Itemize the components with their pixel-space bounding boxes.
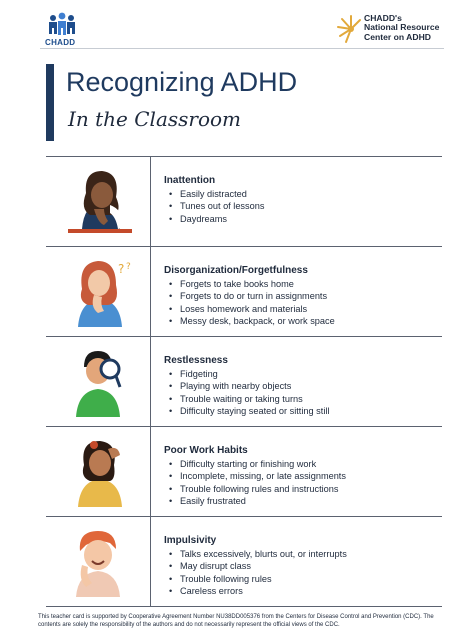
girl-resting-head-illustration bbox=[64, 165, 140, 239]
symptom-list bbox=[164, 548, 440, 597]
symptom-row bbox=[46, 156, 442, 246]
column-divider bbox=[150, 427, 151, 516]
symptom-item: • Messy desk, backpack, or work space bbox=[164, 315, 440, 327]
symptom-row bbox=[46, 516, 442, 607]
column-divider bbox=[150, 247, 151, 336]
symptom-item: • Difficulty starting or finishing work bbox=[164, 458, 440, 470]
symptom-item: • Forgets to do or turn in assignments bbox=[164, 290, 440, 302]
symptom-content bbox=[164, 265, 440, 327]
symptom-item: • May disrupt class bbox=[164, 560, 440, 572]
svg-text:?: ? bbox=[126, 262, 131, 272]
header-divider bbox=[40, 48, 444, 49]
symptom-list bbox=[164, 278, 440, 327]
column-divider bbox=[150, 517, 151, 606]
symptom-list bbox=[164, 188, 440, 225]
symptom-item: • Easily distracted bbox=[164, 188, 440, 200]
symptom-row bbox=[46, 246, 442, 336]
symptom-heading: Disorganization/Forgetfulness bbox=[164, 265, 308, 276]
symptom-heading: Impulsivity bbox=[164, 535, 217, 546]
title-accent-bar bbox=[46, 64, 54, 141]
chadd-wordmark: CHADD bbox=[45, 38, 76, 47]
symptom-content bbox=[164, 445, 440, 507]
symptom-table bbox=[46, 156, 442, 607]
symptom-item: • Trouble waiting or taking turns bbox=[164, 393, 440, 405]
symptom-item: • Tunes out of lessons bbox=[164, 200, 440, 212]
nrc-wordmark bbox=[364, 14, 454, 42]
symptom-content bbox=[164, 535, 440, 597]
symptom-list bbox=[164, 368, 440, 417]
symptom-item: • Incomplete, missing, or late assignments bbox=[164, 470, 440, 482]
symptom-item: • Fidgeting bbox=[164, 368, 440, 380]
symptom-item: • Forgets to take books home bbox=[164, 278, 440, 290]
nrc-line: National Resource bbox=[364, 22, 440, 33]
symptom-item: • Playing with nearby objects bbox=[164, 380, 440, 392]
symptom-heading: Poor Work Habits bbox=[164, 445, 248, 456]
funding-disclaimer: This teacher card is supported by Cooperative Agreement Number NU38DD005376 from the Centers for Disease Control and Prevention (CDC). The contents are solely the responsibility of the authors and do not necessarily represent the official views of the CDC. bbox=[38, 614, 434, 629]
symptom-item: • Loses homework and materials bbox=[164, 303, 440, 315]
column-divider bbox=[150, 337, 151, 426]
boy-with-magnifier-illustration bbox=[64, 345, 140, 419]
symptom-heading: Restlessness bbox=[164, 355, 228, 366]
symptom-item: • Careless errors bbox=[164, 585, 440, 597]
boy-smiling-illustration bbox=[64, 525, 140, 599]
symptom-list bbox=[164, 458, 440, 507]
symptom-row bbox=[46, 336, 442, 426]
girl-frustrated-illustration bbox=[64, 435, 140, 509]
column-divider bbox=[150, 157, 151, 246]
page-subtitle: In the Classroom bbox=[68, 107, 242, 131]
symptom-content bbox=[164, 175, 440, 225]
symptom-item: • Trouble following rules bbox=[164, 573, 440, 585]
page-title: Recognizing ADHD bbox=[66, 67, 298, 97]
nrc-sunburst-icon bbox=[336, 14, 366, 44]
symptom-content bbox=[164, 355, 440, 417]
nrc-line: CHADD's bbox=[364, 13, 402, 23]
svg-text:?: ? bbox=[118, 262, 125, 276]
symptom-item: • Easily frustrated bbox=[164, 495, 440, 507]
girl-confused-illustration bbox=[64, 255, 140, 329]
symptom-item: • Difficulty staying seated or sitting still bbox=[164, 405, 440, 417]
nrc-line: Center on ADHD bbox=[364, 31, 431, 42]
symptom-heading: Inattention bbox=[164, 175, 216, 186]
symptom-item: • Daydreams bbox=[164, 213, 440, 225]
symptom-item: • Trouble following rules and instructions bbox=[164, 483, 440, 495]
symptom-item: • Talks excessively, blurts out, or interrupts bbox=[164, 548, 440, 560]
symptom-row bbox=[46, 426, 442, 516]
